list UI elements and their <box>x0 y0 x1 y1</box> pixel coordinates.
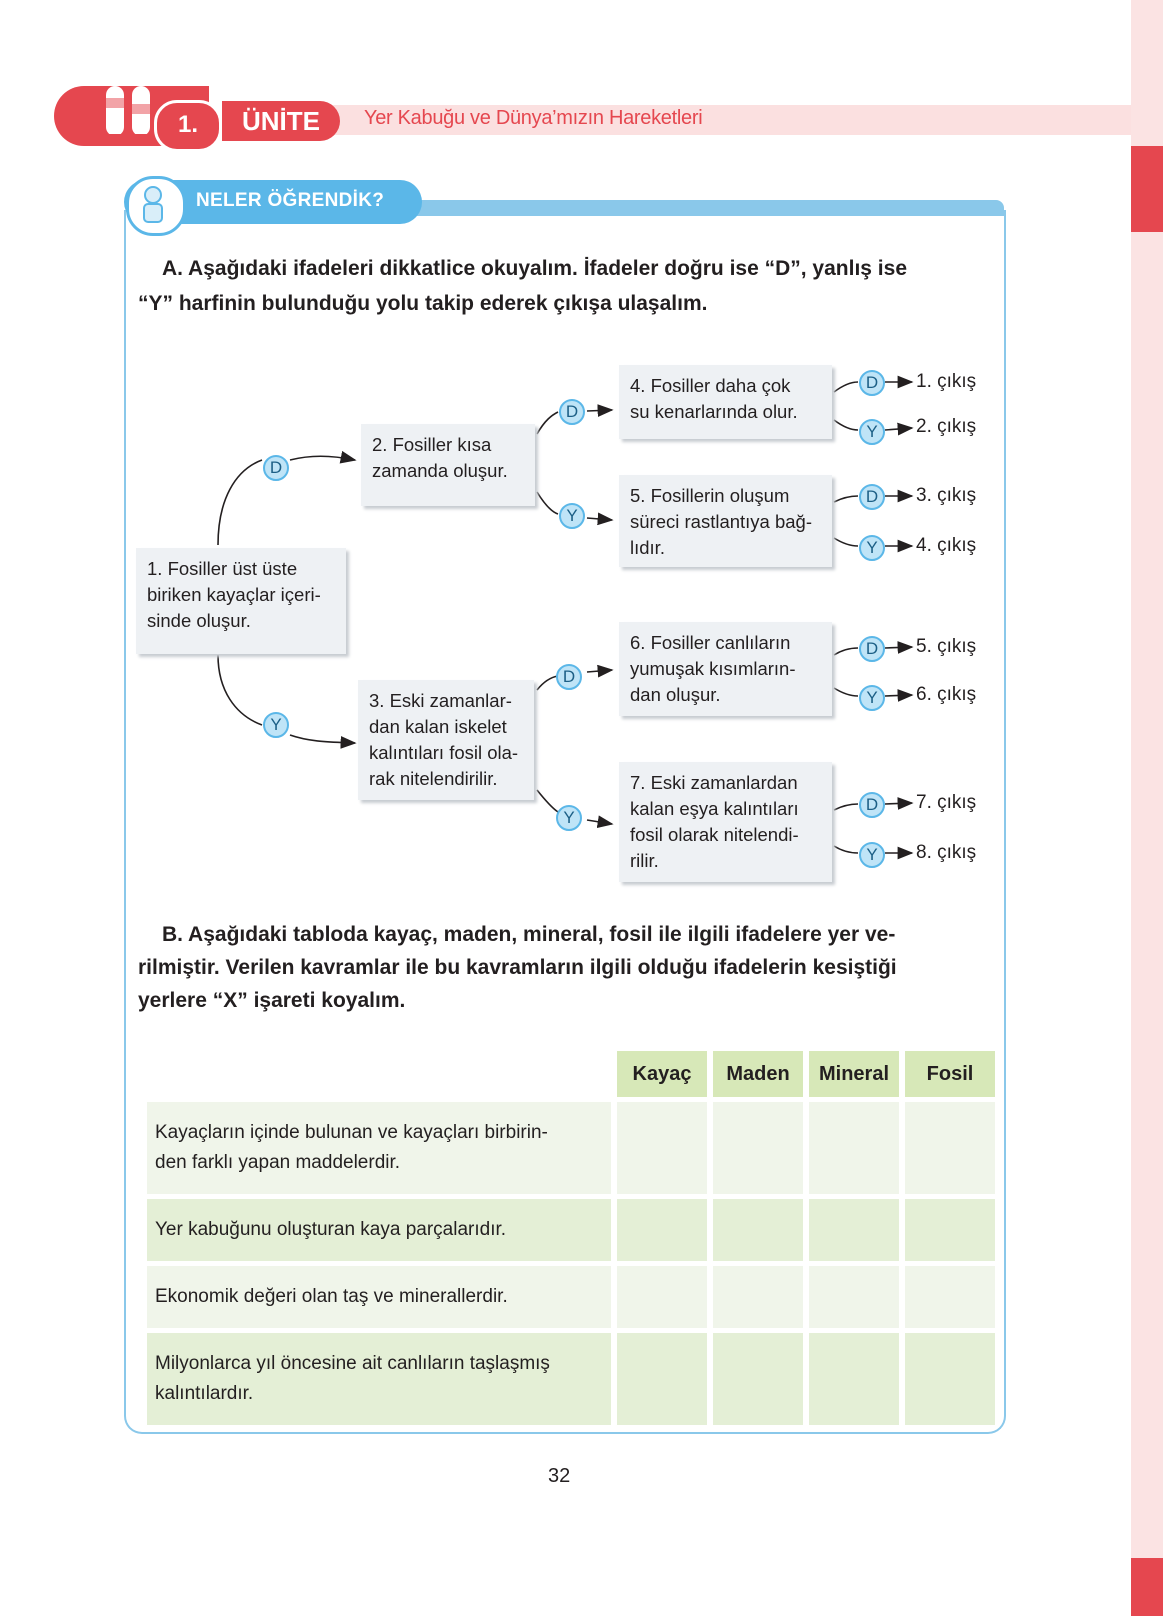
page-number: 32 <box>548 1465 571 1487</box>
y-choice-circle: Y <box>859 685 885 711</box>
concept-table <box>141 1046 1001 1430</box>
answer-cell[interactable] <box>809 1199 899 1261</box>
statement-box-6: 6. Fosiller canlıların yumuşak kısımların- dan oluşur. <box>619 622 832 716</box>
exit-label: 1. çıkış <box>916 371 977 392</box>
d-choice-circle: D <box>263 455 289 481</box>
table-row <box>147 1266 995 1328</box>
exit-label: 3. çıkış <box>916 485 977 506</box>
answer-cell[interactable] <box>617 1266 707 1328</box>
answer-cell[interactable] <box>809 1266 899 1328</box>
table-row <box>147 1333 995 1425</box>
part-a-instruction-line2: “Y” harfinin bulunduğu yolu takip ederek çıkışa ulaşalım. <box>138 292 708 315</box>
d-choice-circle: D <box>556 664 582 690</box>
answer-cell[interactable] <box>617 1333 707 1425</box>
unit-label: ÜNİTE <box>222 101 340 141</box>
y-choice-circle: Y <box>859 419 885 445</box>
row-statement: Ekonomik değeri olan taş ve minerallerdir. <box>147 1266 611 1328</box>
answer-cell[interactable] <box>617 1102 707 1194</box>
d-choice-circle: D <box>859 792 885 818</box>
unit-number: 1. <box>154 100 222 152</box>
column-header-maden: Maden <box>713 1051 803 1097</box>
statement-box-2: 2. Fosiller kısa zamanda oluşur. <box>361 424 535 506</box>
section-title: NELER ÖĞRENDİK? <box>196 190 385 211</box>
answer-cell[interactable] <box>713 1199 803 1261</box>
d-choice-circle: D <box>559 399 585 425</box>
answer-cell[interactable] <box>713 1102 803 1194</box>
row-statement: Milyonlarca yıl öncesine ait canlıların taşlaşmış kalıntılardır. <box>147 1333 611 1425</box>
answer-cell[interactable] <box>713 1333 803 1425</box>
unit-title: Yer Kabuğu ve Dünya’mızın Hareketleri <box>364 107 703 129</box>
y-choice-circle: Y <box>556 805 582 831</box>
exit-label: 5. çıkış <box>916 636 977 657</box>
answer-cell[interactable] <box>905 1266 995 1328</box>
statement-box-3: 3. Eski zamanlar- dan kalan iskelet kalıntıları fosil ola- rak nitelendirilir. <box>358 680 534 800</box>
answer-cell[interactable] <box>809 1102 899 1194</box>
d-choice-circle: D <box>859 484 885 510</box>
exit-label: 7. çıkış <box>916 792 977 813</box>
statement-box-5: 5. Fosillerin oluşum süreci rastlantıya bağ- lıdır. <box>619 475 832 567</box>
answer-cell[interactable] <box>905 1102 995 1194</box>
y-choice-circle: Y <box>263 712 289 738</box>
answer-cell[interactable] <box>617 1199 707 1261</box>
column-header-mineral: Mineral <box>809 1051 899 1097</box>
d-choice-circle: D <box>859 636 885 662</box>
part-b-instruction-line1: B. Aşağıdaki tabloda kayaç, maden, mineral, fosil ile ilgili ifadelere yer ve- <box>162 923 896 946</box>
answer-cell[interactable] <box>905 1333 995 1425</box>
part-b-instruction-line3: yerlere “X” işareti koyalım. <box>138 989 406 1012</box>
table-row <box>147 1102 995 1194</box>
exit-label: 2. çıkış <box>916 416 977 437</box>
d-choice-circle: D <box>859 370 885 396</box>
table-row <box>147 1199 995 1261</box>
row-statement: Kayaçların içinde bulunan ve kayaçları birbirin- den farklı yapan maddelerdir. <box>147 1102 611 1194</box>
statement-box-4: 4. Fosiller daha çok su kenarlarında olur. <box>619 365 832 439</box>
part-b-instruction-line2: rilmiştir. Verilen kavramlar ile bu kavramların ilgili olduğu ifadelerin kesiştiği <box>138 956 897 979</box>
column-header-fosil: Fosil <box>905 1051 995 1097</box>
y-choice-circle: Y <box>859 535 885 561</box>
part-a-instruction-line1: A. Aşağıdaki ifadeleri dikkatlice okuyalım. İfadeler doğru ise “D”, yanlış ise <box>162 257 907 280</box>
statement-box-1: 1. Fosiller üst üste biriken kayaçlar içeri- sinde oluşur. <box>136 548 346 654</box>
exit-label: 8. çıkış <box>916 842 977 863</box>
column-header-kayac: Kayaç <box>617 1051 707 1097</box>
row-statement: Yer kabuğunu oluşturan kaya parçalarıdır. <box>147 1199 611 1261</box>
exit-label: 6. çıkış <box>916 684 977 705</box>
y-choice-circle: Y <box>859 842 885 868</box>
answer-cell[interactable] <box>905 1199 995 1261</box>
y-choice-circle: Y <box>559 503 585 529</box>
exit-label: 4. çıkış <box>916 535 977 556</box>
answer-cell[interactable] <box>713 1266 803 1328</box>
statement-box-7: 7. Eski zamanlardan kalan eşya kalıntıları fosil olarak nitelendi- rilir. <box>619 762 832 882</box>
answer-cell[interactable] <box>809 1333 899 1425</box>
